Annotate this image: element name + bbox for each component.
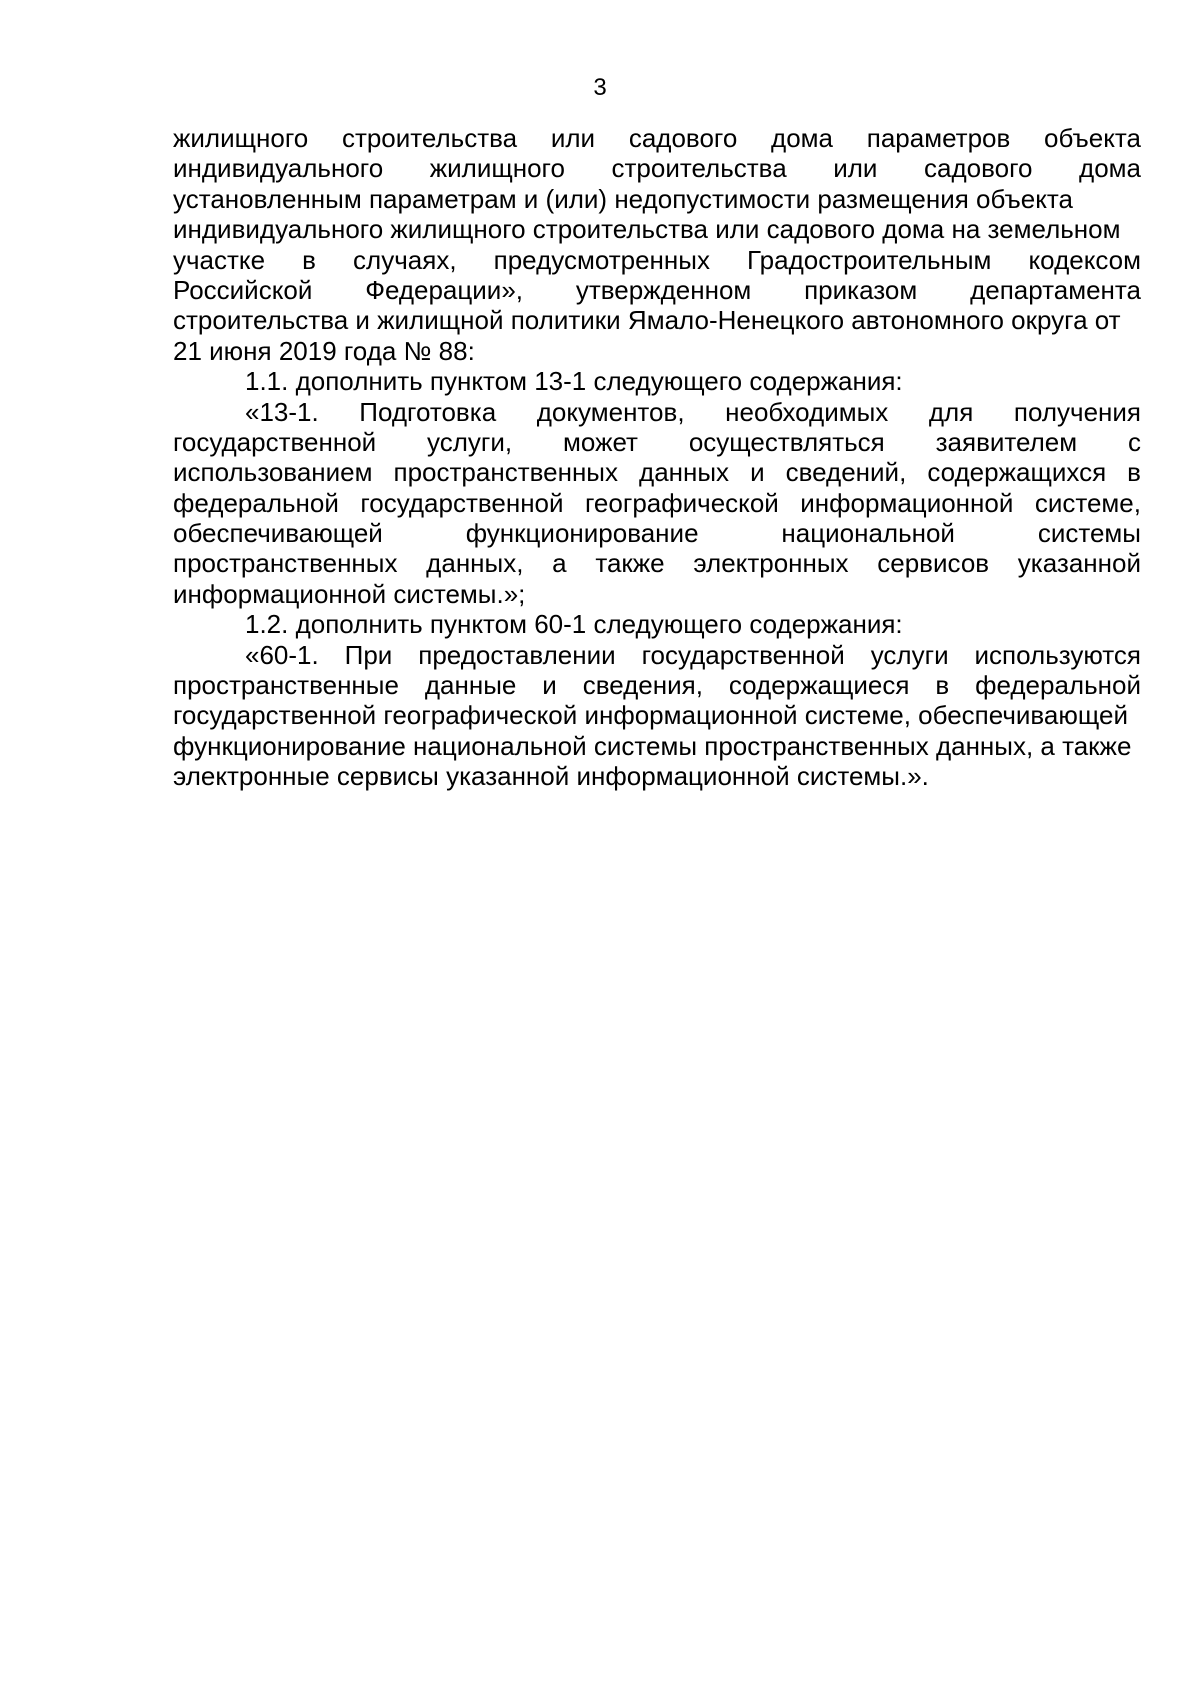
document-body [173, 123, 1141, 792]
text-line: пространственные данные и сведения, содержащиеся в федеральной [173, 670, 1141, 701]
text-line: строительства и жилищной политики Ямало-Ненецкого автономного округа от [173, 305, 1121, 336]
text-line: Российской Федерации», утвержденном приказом департамента [173, 274, 1141, 305]
text-line: «60-1. При предоставлении государственной услуги используются [245, 639, 1141, 670]
text-line: 21 июня 2019 года № 88: [173, 335, 475, 366]
text-line: электронные сервисы указанной информационной системы.». [173, 761, 929, 792]
text-line: «13-1. Подготовка документов, необходимых для получения [245, 396, 1141, 427]
text-line: 1.2. дополнить пунктом 60-1 следующего содержания: [245, 609, 903, 640]
text-line: государственной услуги, может осуществляться заявителем с [173, 426, 1141, 457]
text-line: использованием пространственных данных и сведений, содержащихся в [173, 457, 1141, 488]
text-line: федеральной государственной географической информационной системе, [173, 487, 1141, 518]
text-line: 1.1. дополнить пунктом 13-1 следующего содержания: [245, 366, 903, 397]
text-line: обеспечивающей функционирование национальной системы [173, 518, 1141, 549]
text-line: участке в случаях, предусмотренных Градостроительным кодексом [173, 244, 1141, 275]
text-line: индивидуального жилищного строительства или садового дома на земельном [173, 214, 1121, 245]
text-line: функционирование национальной системы пространственных данных, а также [173, 730, 1132, 761]
text-line: информационной системы.»; [173, 578, 526, 609]
text-line: жилищного строительства или садового дома параметров объекта [173, 123, 1141, 153]
text-line: индивидуального жилищного строительства или садового дома [173, 153, 1141, 184]
page-number: 3 [593, 74, 607, 101]
text-line: установленным параметрам и (или) недопустимости размещения объекта [173, 183, 1073, 214]
text-line: государственной географической информационной системе, обеспечивающей [173, 700, 1128, 731]
text-line: пространственных данных, а также электронных сервисов указанной [173, 548, 1141, 579]
